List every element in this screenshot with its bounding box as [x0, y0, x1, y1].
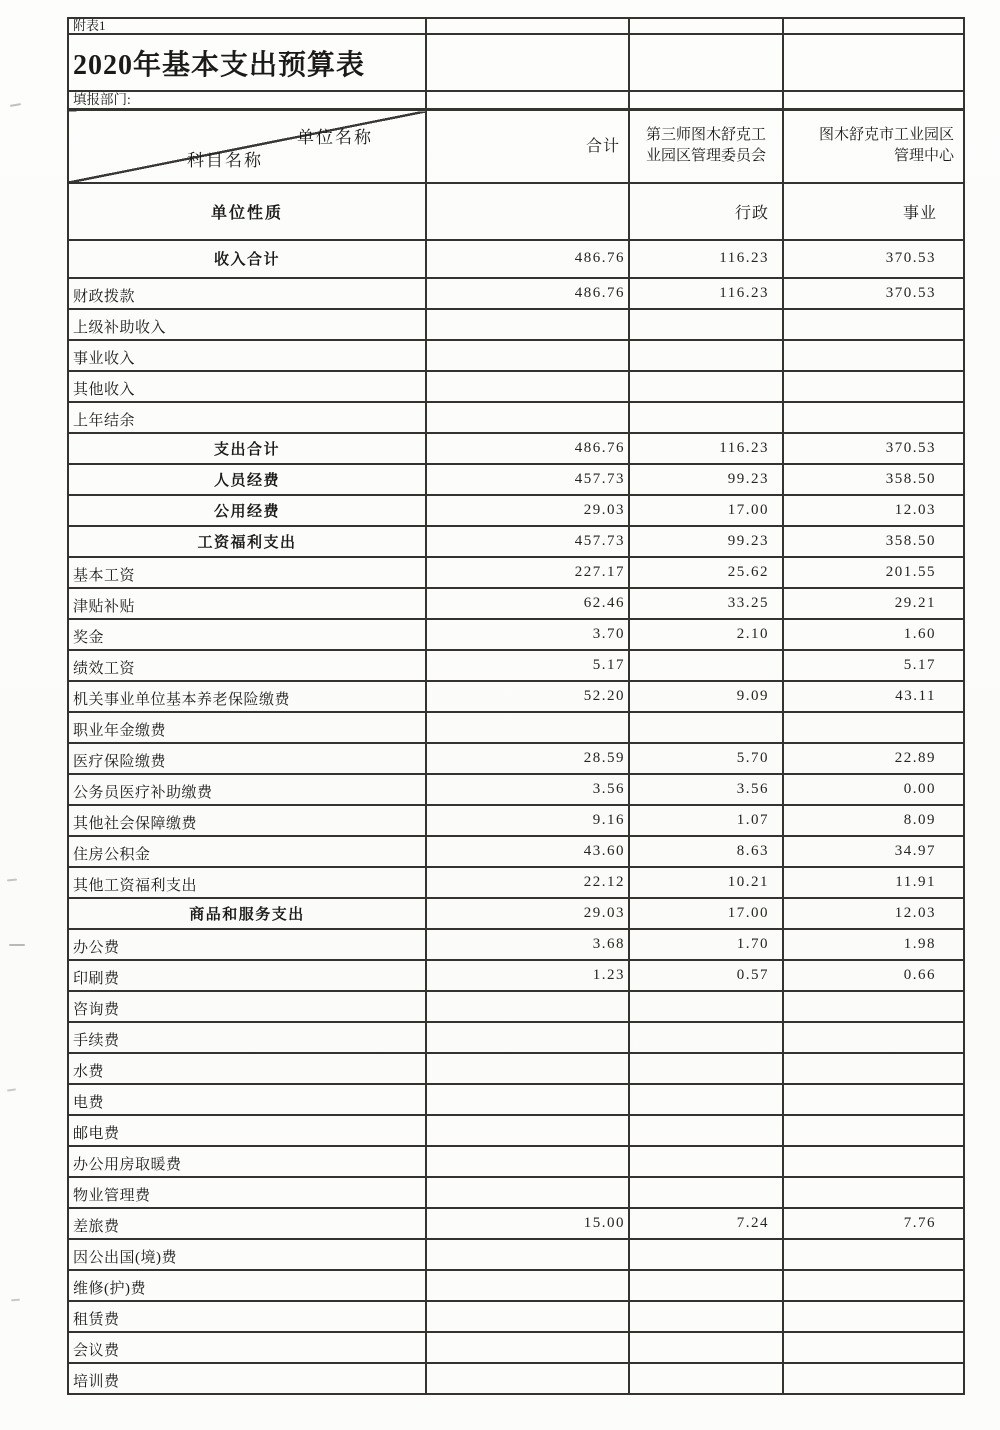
value-cell-admin: [629, 1332, 783, 1363]
table-row: [68, 557, 964, 588]
value-cell-admin: [629, 1115, 783, 1146]
value-cell-institution: [783, 712, 964, 743]
row-label-cell: 公务员医疗补助缴费: [68, 774, 426, 805]
row-label-cell: 其他收入: [68, 371, 426, 402]
table-body: [68, 240, 964, 1394]
value-cell-total: [426, 1115, 629, 1146]
row-label-cell: 公用经费: [68, 495, 426, 526]
table-row: [68, 743, 964, 774]
value-cell-total: 486.76: [426, 240, 629, 278]
column-header-total: 合计: [426, 110, 629, 183]
table-row: [68, 1363, 964, 1394]
empty-cell: [629, 18, 783, 34]
value-cell-institution: 7.76: [783, 1208, 964, 1239]
value-cell-admin: [629, 340, 783, 371]
value-cell-total: [426, 1239, 629, 1270]
empty-cell: [783, 91, 964, 110]
table-row: [68, 836, 964, 867]
value-cell-admin: 1.70: [629, 929, 783, 960]
value-cell-total: 15.00: [426, 1208, 629, 1239]
value-cell-admin: 116.23: [629, 433, 783, 464]
diagonal-corner-cell: [68, 110, 426, 183]
value-cell-institution: 358.50: [783, 464, 964, 495]
value-cell-total: [426, 1301, 629, 1332]
value-cell-admin: [629, 1239, 783, 1270]
value-cell-institution: [783, 309, 964, 340]
attachment-row: [68, 18, 964, 34]
empty-cell: [629, 91, 783, 110]
unit-nature-label: 单位性质: [68, 183, 426, 240]
value-cell-institution: [783, 402, 964, 433]
value-cell-total: 486.76: [426, 433, 629, 464]
value-cell-total: 28.59: [426, 743, 629, 774]
value-cell-admin: [629, 402, 783, 433]
attachment-label: 附表1: [68, 18, 426, 34]
value-cell-admin: 2.10: [629, 619, 783, 650]
value-cell-institution: 201.55: [783, 557, 964, 588]
value-cell-admin: 25.62: [629, 557, 783, 588]
value-cell-institution: 43.11: [783, 681, 964, 712]
value-cell-admin: 99.23: [629, 526, 783, 557]
value-cell-institution: 12.03: [783, 898, 964, 929]
row-label-cell: 会议费: [68, 1332, 426, 1363]
value-cell-admin: 3.56: [629, 774, 783, 805]
value-cell-institution: 22.89: [783, 743, 964, 774]
row-label-cell: 其他工资福利支出: [68, 867, 426, 898]
value-cell-total: 62.46: [426, 588, 629, 619]
row-label-cell: 商品和服务支出: [68, 898, 426, 929]
row-label-cell: 工资福利支出: [68, 526, 426, 557]
value-cell-total: 29.03: [426, 898, 629, 929]
value-cell-admin: [629, 1053, 783, 1084]
value-cell-admin: 17.00: [629, 495, 783, 526]
table-row: [68, 1022, 964, 1053]
row-label-cell: 奖金: [68, 619, 426, 650]
table-row: [68, 588, 964, 619]
value-cell-admin: [629, 650, 783, 681]
value-cell-institution: [783, 340, 964, 371]
value-cell-total: [426, 1177, 629, 1208]
row-label-cell: 咨询费: [68, 991, 426, 1022]
value-cell-institution: 370.53: [783, 278, 964, 309]
row-label-cell: 物业管理费: [68, 1177, 426, 1208]
value-cell-total: 29.03: [426, 495, 629, 526]
table-row: [68, 526, 964, 557]
value-cell-institution: 0.66: [783, 960, 964, 991]
value-cell-total: [426, 1053, 629, 1084]
column-header-committee: 第三师图木舒克工业园区管理委员会: [629, 110, 783, 183]
value-cell-institution: 11.91: [783, 867, 964, 898]
row-label-cell: 办公费: [68, 929, 426, 960]
row-label-cell: 培训费: [68, 1363, 426, 1394]
department-label: 填报部门:: [68, 91, 426, 110]
value-cell-total: 52.20: [426, 681, 629, 712]
table-head-section: [68, 18, 964, 240]
value-cell-institution: 0.00: [783, 774, 964, 805]
value-cell-admin: [629, 1301, 783, 1332]
table-row: [68, 1332, 964, 1363]
table-row: [68, 867, 964, 898]
value-cell-institution: [783, 1084, 964, 1115]
row-label-cell: 差旅费: [68, 1208, 426, 1239]
value-cell-institution: [783, 1301, 964, 1332]
value-cell-total: 3.70: [426, 619, 629, 650]
value-cell-institution: [783, 1270, 964, 1301]
value-cell-admin: [629, 1146, 783, 1177]
value-cell-admin: [629, 1363, 783, 1394]
table-row: [68, 1208, 964, 1239]
row-label-cell: 因公出国(境)费: [68, 1239, 426, 1270]
value-cell-total: 22.12: [426, 867, 629, 898]
row-label-cell: 水费: [68, 1053, 426, 1084]
value-cell-total: 1.23: [426, 960, 629, 991]
table-row: [68, 309, 964, 340]
row-label-cell: 基本工资: [68, 557, 426, 588]
value-cell-admin: 99.23: [629, 464, 783, 495]
value-cell-admin: [629, 712, 783, 743]
value-cell-institution: 12.03: [783, 495, 964, 526]
value-cell-admin: [629, 309, 783, 340]
value-cell-institution: 358.50: [783, 526, 964, 557]
row-label-cell: 租赁费: [68, 1301, 426, 1332]
table-row: [68, 1177, 964, 1208]
corner-label-subject-name: 科目名称: [187, 150, 263, 170]
value-cell-institution: 8.09: [783, 805, 964, 836]
value-cell-institution: [783, 1022, 964, 1053]
table-row: [68, 650, 964, 681]
row-label-cell: 印刷费: [68, 960, 426, 991]
value-cell-total: 227.17: [426, 557, 629, 588]
table-row: [68, 340, 964, 371]
table-row: [68, 1301, 964, 1332]
row-label-cell: 手续费: [68, 1022, 426, 1053]
table-row: [68, 278, 964, 309]
corner-label-unit-name: 单位名称: [297, 128, 373, 147]
row-label-cell: 邮电费: [68, 1115, 426, 1146]
row-label-cell: 人员经费: [68, 464, 426, 495]
value-cell-institution: 29.21: [783, 588, 964, 619]
value-cell-institution: 1.60: [783, 619, 964, 650]
value-cell-admin: 5.70: [629, 743, 783, 774]
value-cell-total: [426, 340, 629, 371]
value-cell-institution: [783, 1053, 964, 1084]
row-label-cell: 上级补助收入: [68, 309, 426, 340]
row-label-cell: 其他社会保障缴费: [68, 805, 426, 836]
value-cell-total: 5.17: [426, 650, 629, 681]
value-cell-total: [426, 1084, 629, 1115]
title-row: [68, 34, 964, 91]
table-row: [68, 1053, 964, 1084]
table-row: [68, 1239, 964, 1270]
row-label-cell: 收入合计: [68, 240, 426, 278]
value-cell-total: [426, 1363, 629, 1394]
value-cell-total: [426, 1270, 629, 1301]
table-row: [68, 1270, 964, 1301]
value-cell-admin: [629, 1177, 783, 1208]
table-row: [68, 433, 964, 464]
value-cell-institution: 370.53: [783, 240, 964, 278]
table-row: [68, 619, 964, 650]
value-cell-admin: [629, 371, 783, 402]
value-cell-total: [426, 402, 629, 433]
value-cell-total: [426, 371, 629, 402]
value-cell-admin: 116.23: [629, 278, 783, 309]
empty-cell: [783, 34, 964, 91]
row-label-cell: 上年结余: [68, 402, 426, 433]
table-row: [68, 402, 964, 433]
value-cell-total: [426, 1332, 629, 1363]
row-label-cell: 机关事业单位基本养老保险缴费: [68, 681, 426, 712]
empty-cell: [426, 18, 629, 34]
row-label-cell: 住房公积金: [68, 836, 426, 867]
value-cell-total: [426, 712, 629, 743]
value-cell-institution: [783, 1115, 964, 1146]
table-row: [68, 1115, 964, 1146]
value-cell-admin: [629, 991, 783, 1022]
value-cell-institution: [783, 1332, 964, 1363]
value-cell-admin: 7.24: [629, 1208, 783, 1239]
table-row: [68, 898, 964, 929]
value-cell-admin: [629, 1084, 783, 1115]
value-cell-total: [426, 1022, 629, 1053]
value-cell-total: [426, 991, 629, 1022]
row-label-cell: 支出合计: [68, 433, 426, 464]
value-cell-institution: [783, 371, 964, 402]
value-cell-admin: 9.09: [629, 681, 783, 712]
value-cell-admin: 1.07: [629, 805, 783, 836]
row-label-cell: 维修(护)费: [68, 1270, 426, 1301]
value-cell-total: 486.76: [426, 278, 629, 309]
unit-nature-admin: 行政: [629, 183, 783, 240]
table-row: [68, 774, 964, 805]
value-cell-institution: [783, 1146, 964, 1177]
unit-nature-row: [68, 183, 964, 240]
value-cell-admin: 33.25: [629, 588, 783, 619]
column-header-row: [68, 110, 964, 183]
value-cell-admin: 17.00: [629, 898, 783, 929]
value-cell-admin: [629, 1270, 783, 1301]
row-label-cell: 电费: [68, 1084, 426, 1115]
table-row: [68, 991, 964, 1022]
table-row: [68, 805, 964, 836]
row-label-cell: 医疗保险缴费: [68, 743, 426, 774]
value-cell-institution: [783, 1177, 964, 1208]
value-cell-total: 9.16: [426, 805, 629, 836]
value-cell-institution: [783, 1363, 964, 1394]
value-cell-institution: 370.53: [783, 433, 964, 464]
value-cell-institution: 5.17: [783, 650, 964, 681]
table-row: [68, 240, 964, 278]
row-label-cell: 职业年金缴费: [68, 712, 426, 743]
value-cell-total: [426, 1146, 629, 1177]
row-label-cell: 绩效工资: [68, 650, 426, 681]
row-label-cell: 津贴补贴: [68, 588, 426, 619]
value-cell-institution: [783, 1239, 964, 1270]
value-cell-institution: 34.97: [783, 836, 964, 867]
unit-nature-institution: 事业: [783, 183, 964, 240]
value-cell-total: 3.68: [426, 929, 629, 960]
value-cell-total: 457.73: [426, 526, 629, 557]
page-title: 2020年基本支出预算表: [68, 34, 426, 91]
value-cell-total: 43.60: [426, 836, 629, 867]
value-cell-total: 3.56: [426, 774, 629, 805]
table-row: [68, 1084, 964, 1115]
value-cell-admin: 0.57: [629, 960, 783, 991]
table-row: [68, 929, 964, 960]
value-cell-institution: 1.98: [783, 929, 964, 960]
table-row: [68, 681, 964, 712]
department-row: [68, 91, 964, 110]
scan-artifact-mark: [9, 944, 25, 946]
empty-cell: [629, 34, 783, 91]
value-cell-total: 457.73: [426, 464, 629, 495]
value-cell-admin: 116.23: [629, 240, 783, 278]
empty-cell: [426, 91, 629, 110]
column-header-management-center: 图木舒克市工业园区管理中心: [783, 110, 964, 183]
table-row: [68, 1146, 964, 1177]
empty-cell: [426, 34, 629, 91]
row-label-cell: 财政拨款: [68, 278, 426, 309]
table-row: [68, 960, 964, 991]
table-row: [68, 495, 964, 526]
empty-cell: [783, 18, 964, 34]
table-row: [68, 464, 964, 495]
table-row: [68, 712, 964, 743]
value-cell-admin: 8.63: [629, 836, 783, 867]
budget-table: [67, 17, 965, 1395]
empty-cell: [426, 183, 629, 240]
table-row: [68, 371, 964, 402]
row-label-cell: 事业收入: [68, 340, 426, 371]
value-cell-admin: [629, 1022, 783, 1053]
row-label-cell: 办公用房取暖费: [68, 1146, 426, 1177]
value-cell-admin: 10.21: [629, 867, 783, 898]
value-cell-total: [426, 309, 629, 340]
value-cell-institution: [783, 991, 964, 1022]
